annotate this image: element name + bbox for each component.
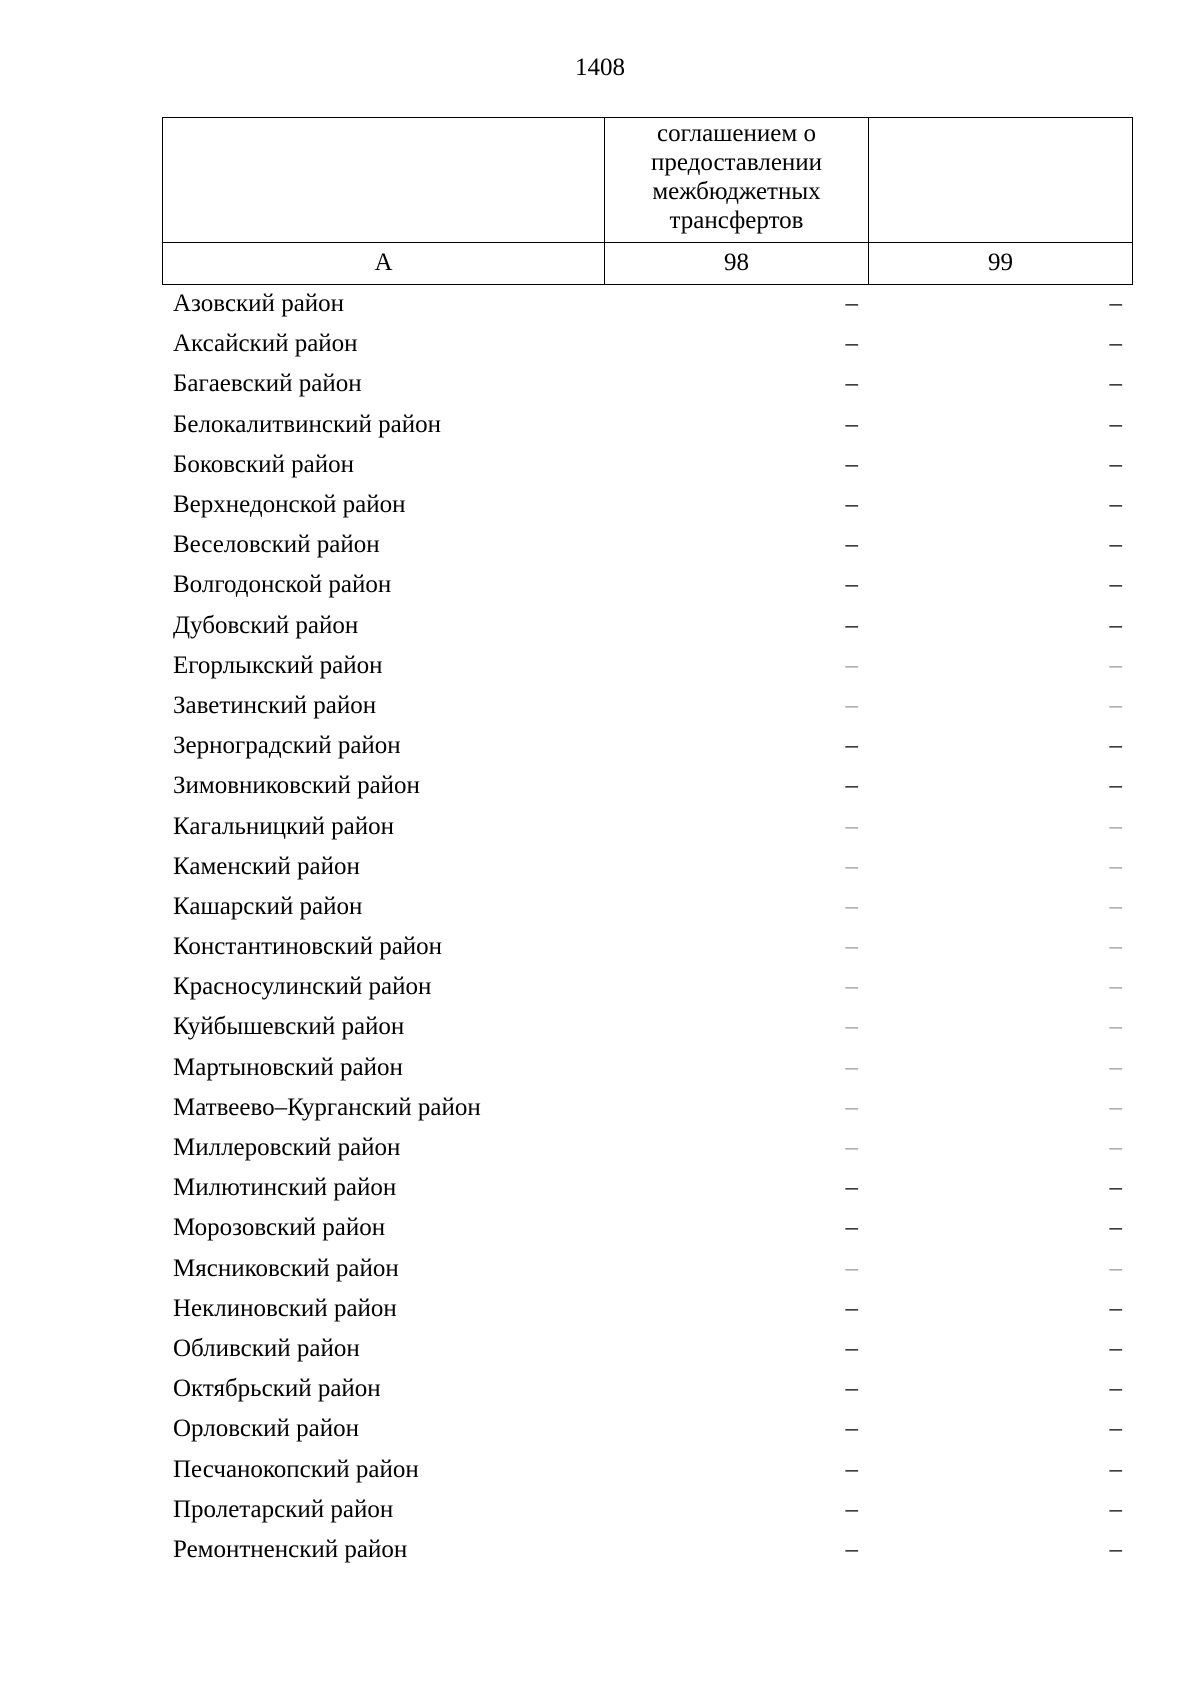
value-98: –	[845, 330, 858, 358]
value-98: –	[845, 450, 858, 478]
value-98: –	[845, 812, 858, 840]
value-98: –	[845, 1013, 858, 1041]
value-99: –	[1109, 852, 1122, 880]
value-99: –	[1109, 732, 1122, 760]
district-name: Песчанокопский район	[173, 1455, 419, 1483]
district-name: Октябрьский район	[173, 1375, 381, 1403]
value-99: –	[1109, 571, 1122, 599]
district-name: Ремонтненский район	[173, 1535, 408, 1563]
value-98: –	[845, 691, 858, 719]
value-98: –	[845, 1415, 858, 1443]
district-name: Мясниковский район	[173, 1254, 399, 1282]
district-name: Зерноградский район	[173, 732, 401, 760]
table-row	[162, 766, 1132, 806]
value-99: –	[1109, 1455, 1122, 1483]
district-name: Дубовский район	[173, 611, 359, 639]
table-row	[162, 324, 1132, 364]
table-row	[162, 1168, 1132, 1208]
value-98: –	[845, 651, 858, 679]
value-99: –	[1109, 491, 1122, 519]
table-header	[162, 117, 1133, 285]
value-98: –	[845, 1134, 858, 1162]
value-98: –	[845, 1294, 858, 1322]
column-number-a: А	[163, 243, 605, 285]
district-name: Азовский район	[173, 290, 345, 318]
header-line: межбюджетных	[652, 178, 821, 205]
value-98: –	[845, 1334, 858, 1362]
value-98: –	[845, 290, 858, 318]
table-row	[162, 1490, 1132, 1530]
table-row	[162, 1289, 1132, 1329]
value-98: –	[845, 1174, 858, 1202]
value-98: –	[845, 1093, 858, 1121]
value-99: –	[1109, 892, 1122, 920]
value-98: –	[845, 1375, 858, 1403]
value-99: –	[1109, 1495, 1122, 1523]
table-row	[162, 1449, 1132, 1489]
value-99: –	[1109, 973, 1122, 1001]
district-name: Багаевский район	[173, 370, 362, 398]
value-99: –	[1109, 330, 1122, 358]
table-row	[162, 405, 1132, 445]
value-99: –	[1109, 933, 1122, 961]
column-numbers-row	[163, 243, 1133, 285]
table-row	[162, 1409, 1132, 1449]
value-99: –	[1109, 1174, 1122, 1202]
value-98: –	[845, 1214, 858, 1242]
table-row	[162, 1329, 1132, 1369]
district-name: Белокалитвинский район	[173, 410, 441, 438]
table-row	[162, 646, 1132, 686]
table-row	[162, 525, 1132, 565]
table-row	[162, 927, 1132, 967]
district-name: Зимовниковский район	[173, 772, 420, 800]
value-99: –	[1109, 410, 1122, 438]
header-cell-98	[605, 118, 869, 243]
value-99: –	[1109, 370, 1122, 398]
table-row	[162, 847, 1132, 887]
district-name: Боковский район	[173, 450, 354, 478]
table-row	[162, 1530, 1132, 1570]
district-name: Егорлыкский район	[173, 651, 383, 679]
column-number-99: 99	[869, 243, 1133, 285]
district-name: Пролетарский район	[173, 1495, 394, 1523]
table-row	[162, 686, 1132, 726]
value-98: –	[845, 933, 858, 961]
district-name: Аксайский район	[173, 330, 358, 358]
value-99: –	[1109, 1254, 1122, 1282]
value-98: –	[845, 1053, 858, 1081]
value-99: –	[1109, 450, 1122, 478]
value-98: –	[845, 732, 858, 760]
page-number: 1408	[575, 54, 625, 81]
value-98: –	[845, 1535, 858, 1563]
value-98: –	[845, 852, 858, 880]
header-line: соглашением о	[657, 120, 816, 147]
value-99: –	[1109, 772, 1122, 800]
value-99: –	[1109, 531, 1122, 559]
table-row	[162, 1048, 1132, 1088]
header-cell-99	[869, 118, 1133, 243]
table-row	[162, 565, 1132, 605]
table-row	[162, 445, 1132, 485]
header-line: трансфертов	[669, 207, 804, 234]
value-99: –	[1109, 1334, 1122, 1362]
district-name: Константиновский район	[173, 933, 443, 961]
district-name: Мартыновский район	[173, 1053, 403, 1081]
value-98: –	[845, 531, 858, 559]
table-row	[162, 1369, 1132, 1409]
table-row	[162, 967, 1132, 1007]
district-name: Кашарский район	[173, 892, 363, 920]
value-98: –	[845, 1455, 858, 1483]
value-99: –	[1109, 1415, 1122, 1443]
value-99: –	[1109, 1535, 1122, 1563]
value-99: –	[1109, 812, 1122, 840]
district-name: Волгодонской район	[173, 571, 392, 599]
value-98: –	[845, 1495, 858, 1523]
table-row	[162, 887, 1132, 927]
table-row	[162, 284, 1132, 324]
value-99: –	[1109, 651, 1122, 679]
table-row	[162, 606, 1132, 646]
value-98: –	[845, 1254, 858, 1282]
header-cell-name	[163, 118, 605, 243]
table-row	[162, 1007, 1132, 1047]
value-99: –	[1109, 1093, 1122, 1121]
value-99: –	[1109, 1214, 1122, 1242]
table-row	[162, 1128, 1132, 1168]
header-line: предоставлении	[650, 149, 823, 176]
table-row	[162, 1088, 1132, 1128]
table-row	[162, 806, 1132, 846]
value-99: –	[1109, 691, 1122, 719]
table-row	[162, 485, 1132, 525]
table-row	[162, 1208, 1132, 1248]
value-99: –	[1109, 1013, 1122, 1041]
district-name: Обливский район	[173, 1334, 360, 1362]
value-98: –	[845, 973, 858, 1001]
table-row	[162, 726, 1132, 766]
district-name: Каменский район	[173, 852, 360, 880]
district-name: Неклиновский район	[173, 1294, 397, 1322]
value-99: –	[1109, 290, 1122, 318]
district-name: Матвеево–Курганский район	[173, 1093, 481, 1121]
value-98: –	[845, 611, 858, 639]
district-name: Кагальницкий район	[173, 812, 395, 840]
district-name: Морозовский район	[173, 1214, 386, 1242]
value-98: –	[845, 772, 858, 800]
value-99: –	[1109, 1134, 1122, 1162]
value-98: –	[845, 491, 858, 519]
header-row	[163, 118, 1133, 243]
table-body	[162, 284, 1132, 1570]
district-name: Заветинский район	[173, 691, 377, 719]
table-row	[162, 364, 1132, 404]
district-name: Красносулинский район	[173, 973, 432, 1001]
district-name: Веселовский район	[173, 531, 380, 559]
value-99: –	[1109, 1053, 1122, 1081]
value-98: –	[845, 571, 858, 599]
district-name: Верхнедонской район	[173, 491, 406, 519]
value-99: –	[1109, 1375, 1122, 1403]
value-98: –	[845, 370, 858, 398]
value-99: –	[1109, 611, 1122, 639]
value-98: –	[845, 410, 858, 438]
value-98: –	[845, 892, 858, 920]
district-name: Орловский район	[173, 1415, 359, 1443]
table-row	[162, 1249, 1132, 1289]
district-name: Милютинский район	[173, 1174, 397, 1202]
column-number-98: 98	[605, 243, 869, 285]
value-99: –	[1109, 1294, 1122, 1322]
district-name: Миллеровский район	[173, 1134, 401, 1162]
district-name: Куйбышевский район	[173, 1013, 405, 1041]
